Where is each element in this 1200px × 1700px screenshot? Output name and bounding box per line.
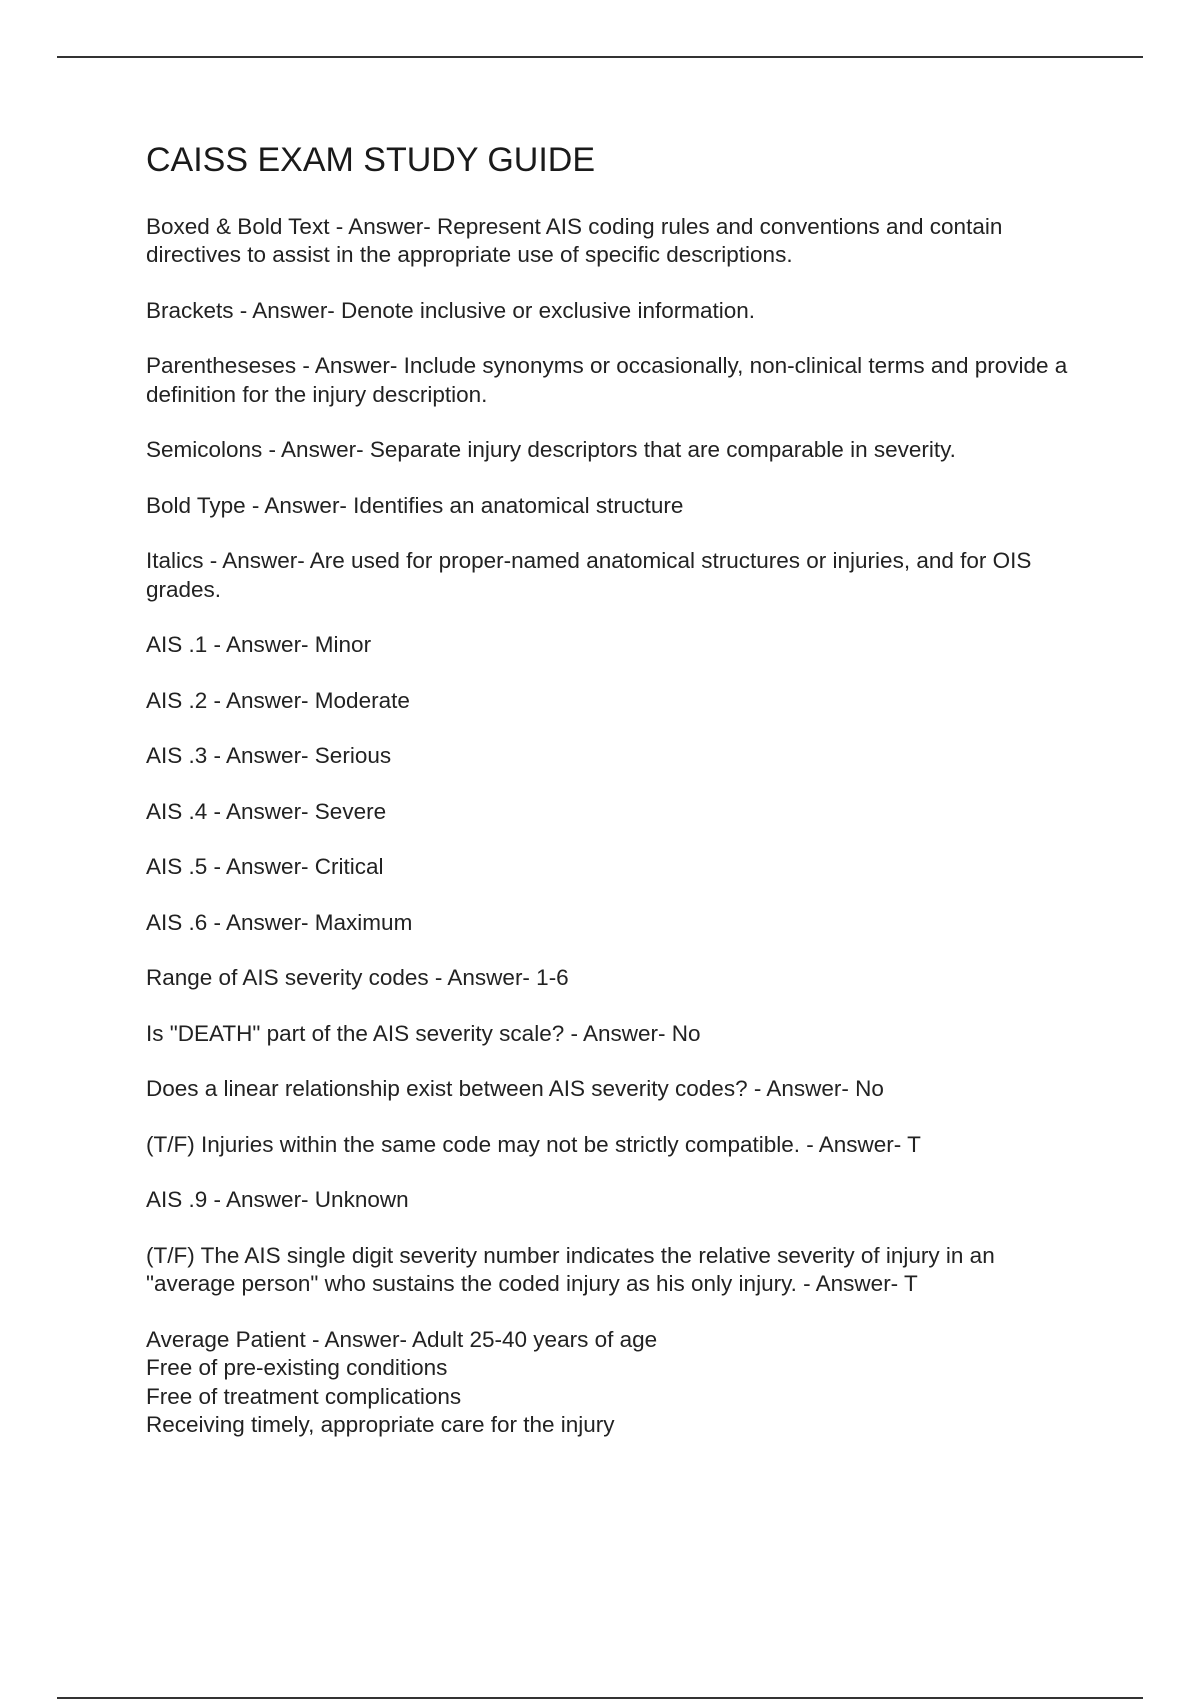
document-body — [146, 140, 1086, 1467]
document-title: CAISS EXAM STUDY GUIDE — [146, 141, 596, 179]
qa-entry: Range of AIS severity codes - Answer- 1-6 — [146, 965, 569, 991]
qa-entry: Is "DEATH" part of the AIS severity scale? - Answer- No — [146, 1020, 701, 1046]
footer-divider — [57, 1697, 1143, 1699]
qa-entry: Brackets - Answer- Denote inclusive or exclusive information. — [146, 297, 755, 323]
qa-entry: AIS .2 - Answer- Moderate — [146, 687, 410, 713]
qa-entry: Boxed & Bold Text - Answer- Represent AIS coding rules and conventions and contain directives to assist in the appropriate use of specific descriptions. — [146, 213, 1003, 268]
qa-entry: Italics - Answer- Are used for proper-named anatomical structures or injuries, and for OIS grades. — [146, 548, 1032, 602]
qa-entry: AIS .9 - Answer- Unknown — [146, 1187, 409, 1213]
qa-entry: Does a linear relationship exist between AIS severity codes? - Answer- No — [146, 1076, 884, 1102]
qa-entry: Semicolons - Answer- Separate injury descriptors that are comparable in severity. — [146, 437, 956, 463]
qa-entry: Average Patient - Answer- Adult 25-40 years of age Free of pre-existing conditions Free of treatment complications Receiving timely, appropriate care for the injury — [146, 1326, 658, 1438]
qa-entry: AIS .1 - Answer- Minor — [146, 632, 372, 658]
qa-entry: Parentheseses - Answer- Include synonyms or occasionally, non-clinical terms and provide a definition for the injury description. — [146, 353, 1068, 407]
header-divider — [57, 56, 1143, 58]
qa-entry: (T/F) The AIS single digit severity number indicates the relative severity of injury in an "average person" who sustains the coded injury as his only injury. - Answer- T — [146, 1242, 995, 1297]
qa-entry: (T/F) Injuries within the same code may not be strictly compatible. - Answer- T — [146, 1131, 921, 1157]
qa-entry: AIS .3 - Answer- Serious — [146, 743, 392, 769]
qa-entry: AIS .5 - Answer- Critical — [146, 854, 384, 880]
qa-entry: Bold Type - Answer- Identifies an anatomical structure — [146, 492, 684, 518]
qa-entry: AIS .4 - Answer- Severe — [146, 798, 387, 824]
qa-entry: AIS .6 - Answer- Maximum — [146, 909, 413, 935]
